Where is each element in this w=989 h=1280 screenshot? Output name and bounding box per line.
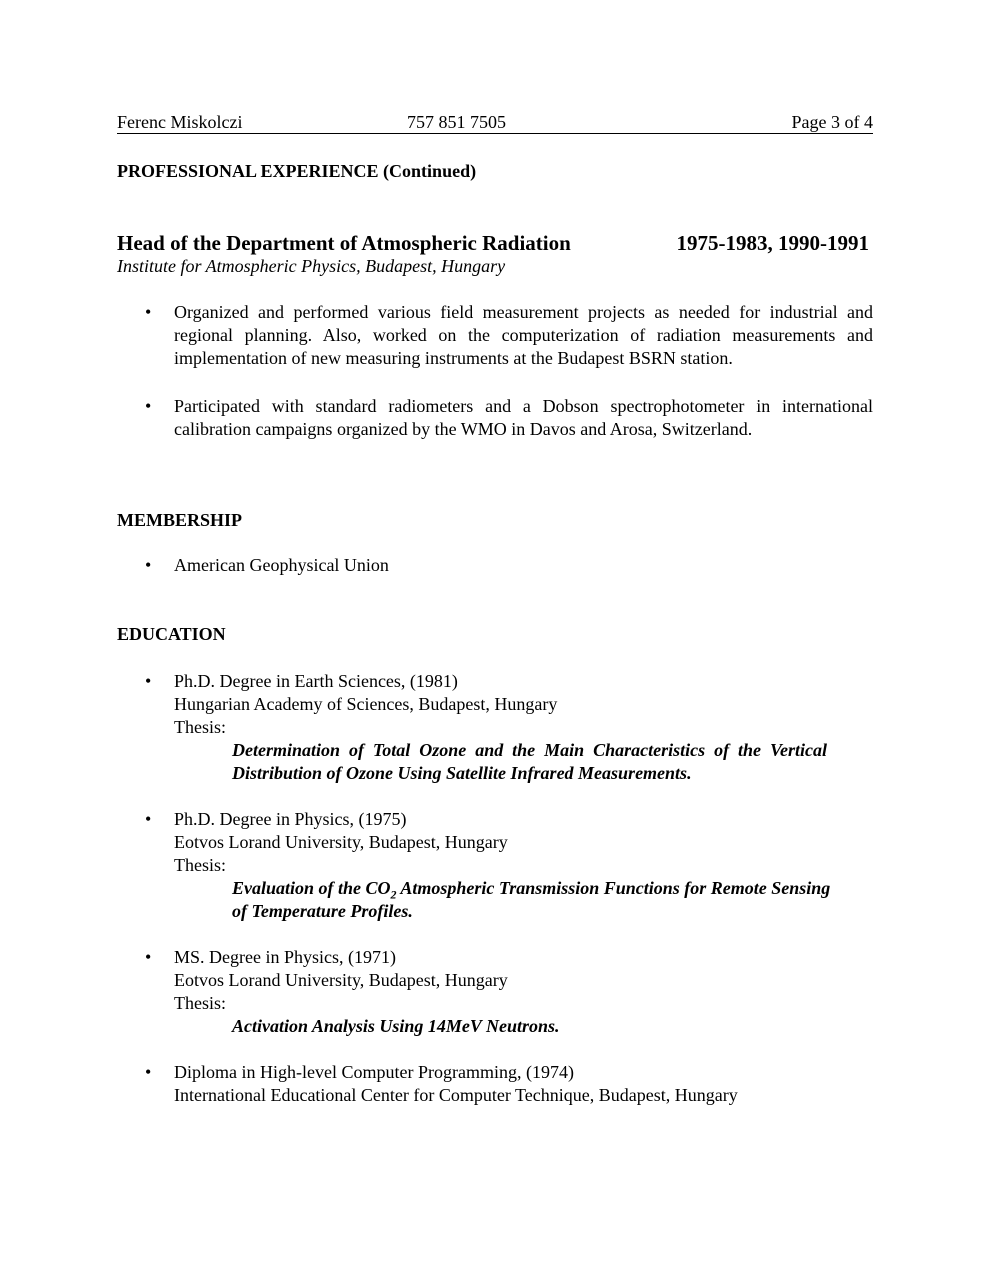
membership-item: American Geophysical Union [174, 555, 389, 575]
header-name: Ferenc Miskolczi [117, 112, 243, 132]
thesis-title [232, 877, 873, 923]
membership-heading: MEMBERSHIP [117, 510, 243, 530]
thesis-title [232, 739, 827, 785]
bullet-icon: • [145, 1062, 152, 1082]
institution: Eotvos Lorand University, Budapest, Hungary [174, 970, 508, 990]
thesis-title [232, 1015, 873, 1038]
experience-heading: PROFESSIONAL EXPERIENCE (Continued) [117, 161, 477, 181]
bullet-icon: • [145, 947, 152, 967]
job-dates: 1975-1983, 1990-1991 [676, 231, 869, 255]
job-title: Head of the Department of Atmospheric Radiation [117, 231, 571, 255]
bullet-icon: • [145, 671, 152, 691]
degree: Ph.D. Degree in Physics, (1975) [174, 809, 407, 829]
thesis-label: Thesis: [174, 855, 226, 875]
bullet-icon: • [145, 555, 152, 575]
institution: International Educational Center for Computer Technique, Budapest, Hungary [174, 1085, 738, 1105]
job-organization: Institute for Atmospheric Physics, Budapest, Hungary [117, 256, 506, 276]
institution: Hungarian Academy of Sciences, Budapest, Hungary [174, 694, 558, 714]
thesis-label: Thesis: [174, 993, 226, 1013]
institution: Eotvos Lorand University, Budapest, Hungary [174, 832, 508, 852]
degree: Ph.D. Degree in Earth Sciences, (1981) [174, 671, 458, 691]
thesis-line: Determination of Total Ozone and the Main Characteristics of the Vertical [232, 740, 827, 760]
thesis-line [232, 877, 873, 900]
degree: Diploma in High-level Computer Programming, (1974) [174, 1062, 574, 1082]
degree: MS. Degree in Physics, (1971) [174, 947, 396, 967]
education-item [174, 670, 873, 785]
thesis-line: Activation Analysis Using 14MeV Neutrons. [232, 1016, 560, 1036]
education-item [174, 808, 873, 923]
header-page-number: Page 3 of 4 [791, 112, 873, 132]
education-item [174, 946, 873, 1038]
header-phone: 757 851 7505 [407, 112, 506, 132]
bullet-icon: • [145, 396, 152, 416]
education-item [174, 1061, 873, 1107]
thesis-line: Distribution of Ozone Using Satellite Infrared Measurements. [232, 763, 692, 783]
experience-bullet-1: Organized and performed various field measurement projects as needed for industrial and regional planning. Also, worked on the computerization of radiation measurements and implementation of new measuring instruments at the Budapest BSRN station. [174, 302, 873, 368]
thesis-label: Thesis: [174, 717, 226, 737]
thesis-line: of Temperature Profiles. [232, 901, 413, 921]
job-title-row [117, 230, 873, 256]
thesis-text: Evaluation of the CO [232, 878, 391, 898]
thesis-text: Atmospheric Transmission Functions for Remote Sensing [396, 878, 831, 898]
bullet-icon: • [145, 302, 152, 322]
education-heading: EDUCATION [117, 624, 226, 644]
bullet-icon: • [145, 809, 152, 829]
experience-bullet-2: Participated with standard radiometers and a Dobson spectrophotometer in international calibration campaigns organized by the WMO in Davos and Arosa, Switzerland. [174, 396, 873, 439]
running-header [117, 111, 873, 134]
subscript: 2 [390, 887, 397, 902]
